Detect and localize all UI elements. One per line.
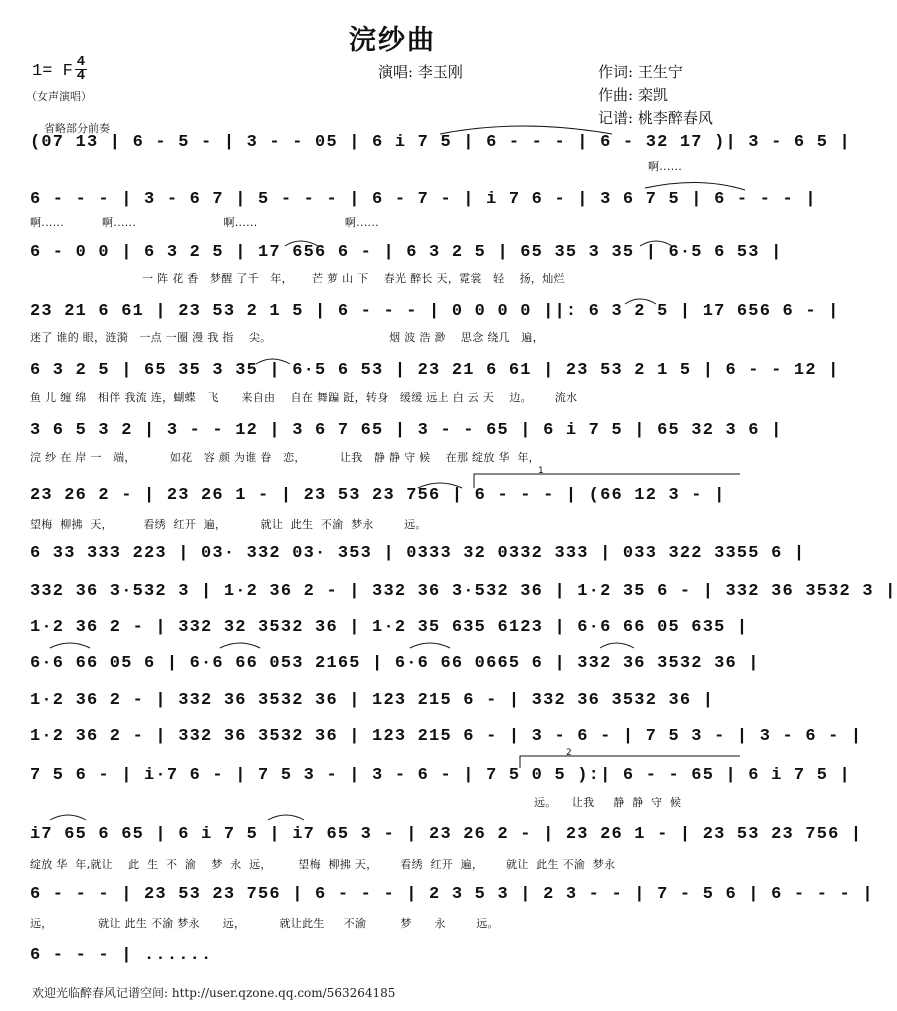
slur-mark xyxy=(645,182,745,190)
time-signature-bottom: 4 xyxy=(76,68,86,84)
key-signature: 1= F xyxy=(32,62,73,81)
score-line-13-notes: 1·2 36 2 - | 332 36 3532 36 | 123 215 6 - | 3 - 6 - | 7 5 3 - | 3 - 6 - | xyxy=(30,727,863,746)
score-line-5-lyrics: 鱼 儿 缠 绵 相伴 我流 连，蝴蝶 飞 来自由 自在 舞蹁 跹，转身 缓缓 远上 白 云 天 边。 流水 xyxy=(30,391,578,404)
score-line-10-notes: 1·2 36 2 - | 332 32 3532 36 | 1·2 35 635 6123 | 6·6 66 05 635 | xyxy=(30,618,749,637)
score-line-2-lyrics: 啊...... 啊...... 啊...... 啊...... xyxy=(30,216,379,229)
slur-mark xyxy=(50,815,86,820)
song-title: 浣纱曲 xyxy=(349,25,436,56)
slur-mark xyxy=(410,643,450,648)
score-line-1-notes: (07 13 | 6 - 5 - | 3 - - 05 | 6 i 7 5 | 6 - - - | 6 - 32 17 )| 3 - 6 5 | xyxy=(30,133,851,152)
score-line-16-lyrics: 远， 就让 此生 不渝 梦永 远， 就让此生 不渝 梦 永 远。 xyxy=(30,917,499,930)
score-line-15-notes: i7 65 6 65 | 6 i 7 5 | i7 65 3 - | 23 26 2 - | 23 26 1 - | 23 53 23 756 | xyxy=(30,825,863,844)
score-line-1-lyrics: 啊...... xyxy=(648,160,683,173)
lyricist-credit: 作词: 王生宁 xyxy=(598,63,683,81)
score-line-8-notes: 6 33 333 223 | 03· 332 03· 353 | 0333 32 0332 333 | 033 322 3355 6 | xyxy=(30,544,806,563)
score-line-15-lyrics: 绽放 华 年,就让 此 生 不 渝 梦 永 远， 望梅 柳拂 天， 看绣 红开 遍， 就让 此生 不渝 梦永 xyxy=(30,858,616,871)
score-line-4-lyrics: 迷了 谁的 眼，涟漪 一点 一圈 漫 我 指 尖。 烟 波 浩 渺 思念 绕几 遍， xyxy=(30,331,544,344)
score-line-6-lyrics: 浣 纱 在 岸 一 端， 如花 容 颜 为谁 眷 恋， 让我 静 静 守 候 在那 绽放 华 年， xyxy=(30,451,540,464)
score-line-12-notes: 1·2 36 2 - | 332 36 3532 36 | 123 215 6 - | 332 36 3532 36 | xyxy=(30,691,715,710)
score-line-17-notes: 6 - - - | ...... xyxy=(30,946,213,965)
score-line-3-notes: 6 - 0 0 | 6 3 2 5 | 17 656 6 - | 6 3 2 5 | 65 35 3 35 | 6·5 6 53 | xyxy=(30,243,783,262)
score-line-5-notes: 6 3 2 5 | 65 35 3 35 | 6·5 6 53 | 23 21 6 61 | 23 53 2 1 5 | 6 - - 12 | xyxy=(30,361,840,380)
intro-note: 省略部分前奏 xyxy=(44,122,110,135)
score-line-7-lyrics: 望梅 柳拂 天， 看绣 红开 遍， 就让 此生 不渝 梦永 远。 xyxy=(30,518,427,531)
score-line-6-notes: 3 6 5 3 2 | 3 - - 12 | 3 6 7 65 | 3 - - 65 | 6 i 7 5 | 65 32 3 6 | xyxy=(30,421,783,440)
composer-credit: 作曲: 栾凯 xyxy=(598,86,668,104)
score-line-16-notes: 6 - - - | 23 53 23 756 | 6 - - - | 2 3 5 3 | 2 3 - - | 7 - 5 6 | 6 - - - | xyxy=(30,885,874,904)
score-line-14-lyrics: 远。 让我 静 静 守 候 xyxy=(534,796,682,809)
score-line-3-lyrics: 一 阵 花 香 梦醒 了千 年， 芒 萝 山 下 春光 醉长 天，霓裳 轻 扬，灿烂 xyxy=(142,272,565,285)
volta-1-label: 1 xyxy=(538,466,544,476)
slur-mark xyxy=(600,643,634,648)
time-signature-top: 4 xyxy=(76,54,86,70)
score-line-7-notes: 23 26 2 - | 23 26 1 - | 23 53 23 756 | 6 - - - | (66 12 3 - | xyxy=(30,486,726,505)
score-line-4-notes: 23 21 6 61 | 23 53 2 1 5 | 6 - - - | 0 0 0 0 ||: 6 3 2 5 | 17 656 6 - | xyxy=(30,302,840,321)
singer-credit: 演唱: 李玉刚 xyxy=(378,63,463,81)
score-line-11-notes: 6·6 66 05 6 | 6·6 66 053 2165 | 6·6 66 0665 6 | 332 36 3532 36 | xyxy=(30,654,760,673)
slur-mark xyxy=(50,643,90,648)
score-line-2-notes: 6 - - - | 3 - 6 7 | 5 - - - | 6 - 7 - | i 7 6 - | 3 6 7 5 | 6 - - - | xyxy=(30,190,817,209)
footer-text: 欢迎光临醉春风记谱空间: http://user.qzone.qq.com/563264185 xyxy=(32,986,396,1000)
voice-note: （女声演唱） xyxy=(26,90,92,103)
score-line-9-notes: 332 36 3·532 3 | 1·2 36 2 - | 332 36 3·532 36 | 1·2 35 6 - | 332 36 3532 3 | xyxy=(30,582,897,601)
slur-mark xyxy=(268,815,304,820)
volta-2-label: 2 xyxy=(566,748,572,758)
score-line-14-notes: 7 5 6 - | i·7 6 - | 7 5 3 - | 3 - 6 - | 7 5 0 5 ):| 6 - - 65 | 6 i 7 5 | xyxy=(30,766,851,785)
slur-mark xyxy=(220,643,260,648)
transcriber-credit: 记谱: 桃李醉春风 xyxy=(598,109,713,127)
time-signature xyxy=(73,56,89,82)
